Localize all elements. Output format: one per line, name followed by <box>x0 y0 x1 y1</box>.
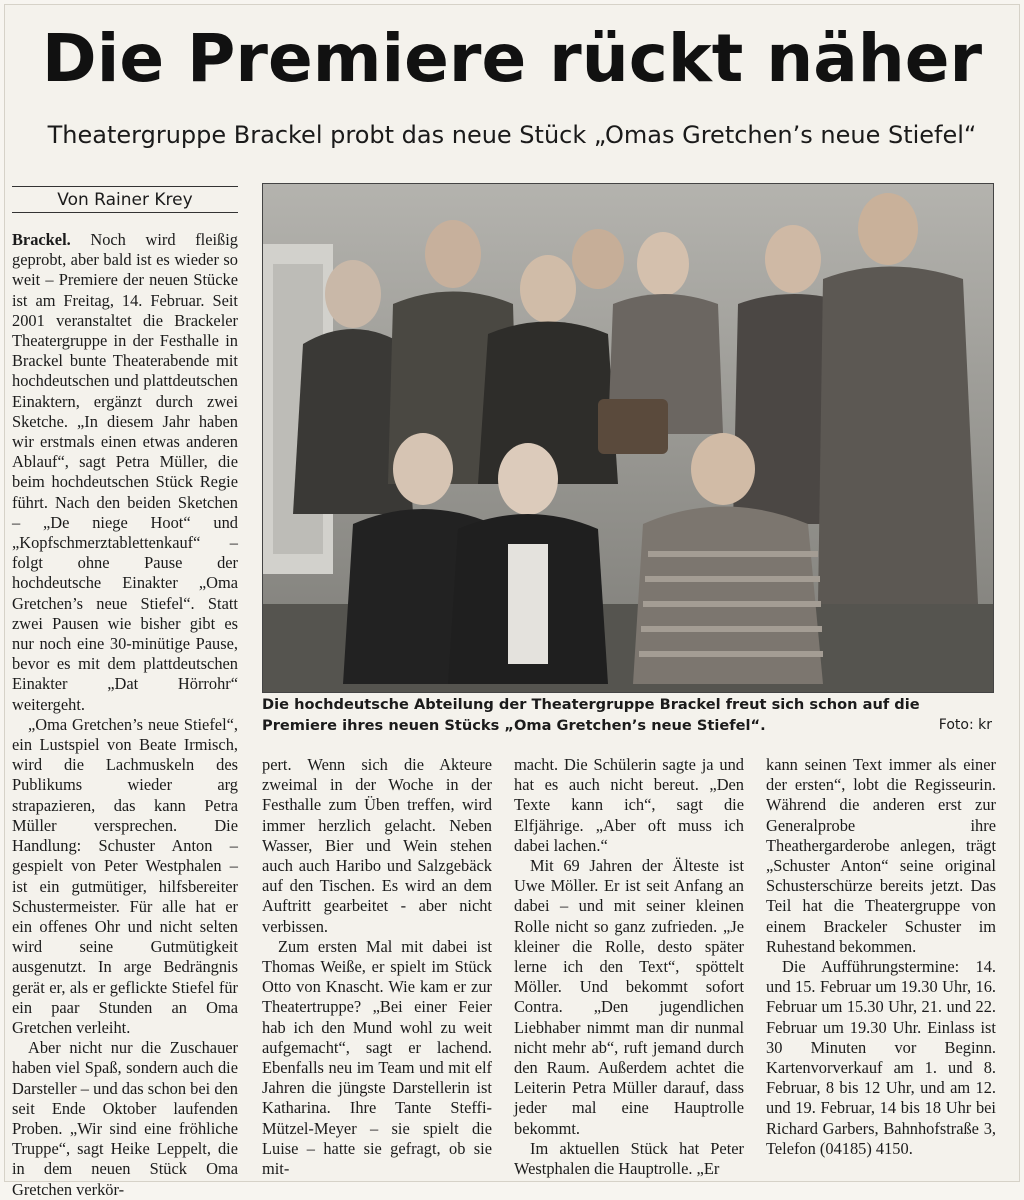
photo-credit: Foto: kr <box>938 717 992 733</box>
group-photo-image <box>263 184 993 692</box>
article-column-1 <box>12 230 238 1200</box>
paragraph: Zum ersten Mal mit dabei ist Thomas Weiße, er spielt im Stück Otto von Knascht. Wie kam er zur Theatertruppe? „Bei einer Feier hab ich den Mund wohl zu weit aufgemacht“, sagt er lachend. Ebenfalls neu im Team und mit elf Jahren die jüngste Darstellerin ist Katharina. Ihre Tante Steffi-Mützel-Meyer – sie spielt die Luise – hatte sie gefragt, ob sie mit- <box>262 936 492 1179</box>
paragraph: Aber nicht nur die Zuschauer haben viel Spaß, sondern auch die Darsteller – und das schon bei den seit Ende Oktober laufenden Proben. „Wir sind eine fröhliche Truppe“, sagt Heike Leppelt, die in dem neuen Stück Oma Gretchen verkör- <box>12 1038 238 1199</box>
article-column-2 <box>262 755 492 1179</box>
dateline: Brackel. <box>12 230 71 249</box>
paragraph: Die Aufführungstermine: 14. und 15. Februar um 19.30 Uhr, 16. Februar um 15.30 Uhr, 21. und 22. Februar um 19.30 Uhr. Einlass ist 30 Minuten vor Beginn. Kartenvorverkauf am 1. und 8. Februar, 8 bis 12 Uhr, und am 12. und 19. Februar, 14 bis 18 Uhr bei Richard Garbers, Bahnhofstraße 3, Telefon (04185) 4150. <box>766 957 996 1158</box>
group-photo <box>262 183 994 693</box>
photo-caption: Die hochdeutsche Abteilung der Theatergruppe Brackel freut sich schon auf die Premiere ihres neuen Stücks „Oma Gretchen’s neue Stiefel“. <box>262 696 920 734</box>
paragraph: macht. Die Schülerin sagte ja und hat es auch nicht bereut. „Den Texte kann ich“, sagt die Elfjährige. „Aber oft muss ich dabei lachen.“ <box>514 755 744 855</box>
paragraph: Noch wird fleißig geprobt, aber bald ist es wieder so weit – Premiere der neuen Stücke ist am Freitag, 14. Februar. Seit 2001 veranstaltet die Brackeler Theatergruppe in der Festhalle in Brackel bunte Theaterabende mit hochdeutschen und plattdeutschen Einaktern, ergänzt durch zwei Sketche. „In diesem Jahr haben wir erstmals einen etwas anderen Ablauf“, sagt Petra Müller, die beim hochdeutschen Stück Regie führt. Nach den beiden Sketchen – „De niege Hoot“ und „Kopfschmerztablettenkauf“ – folgt ohne Pause der hochdeutsche Einakter „Oma Gretchen’s neue Stiefel“. Statt zwei Pausen wie bisher gibt es nur noch eine 30-minütige Pause, bevor es mit dem plattdeutschen Einakter „Dat Hörrohr“ weitergeht. <box>12 230 238 714</box>
subheadline: Theatergruppe Brackel probt das neue Stück „Omas Gretchen’s neue Stiefel“ <box>47 121 977 149</box>
paragraph: Im aktuellen Stück hat Peter Westphalen die Hauptrolle. „Er <box>514 1138 744 1179</box>
paragraph: kann seinen Text immer als einer der ersten“, lobt die Regisseurin. Während die anderen erst zur Generalprobe ihre Theathergarderobe anlegen, trägt „Schuster Anton“ seine original Schusterschürze bereits jetzt. Das Teil hat die Theatergruppe von einem Brackeler Schuster im Ruhestand bekommen. <box>766 755 996 956</box>
byline-top-rule <box>12 186 238 187</box>
byline-bottom-rule <box>12 212 238 213</box>
headline: Die Premiere rückt näher <box>41 20 983 97</box>
article-column-4 <box>766 755 996 1159</box>
article-column-3 <box>514 755 744 1179</box>
paragraph: „Oma Gretchen’s neue Stiefel“, ein Lustspiel von Beate Irmisch, wird die Lachmuskeln des Publikums wieder arg strapazieren, das kann Petra Müller versprechen. Die Handlung: Schuster Anton – gespielt von Peter Westphalen – ist ein gutmütiger, hilfsbereiter Schustermeister. Für alle hat er ein offenes Ohr und nicht selten wird seine Gutmütigkeit ausgenutzt. In arge Bedrängnis gerät er, als er geflickte Stiefel für ein paar Stunden an Oma Gretchen verleiht. <box>12 714 238 1037</box>
paragraph: Mit 69 Jahren der Älteste ist Uwe Möller. Er ist seit Anfang an dabei – und mit seiner kleinen Rolle nicht so ganz zufrieden. „Je kleiner die Rolle, desto später lerne ich den Text“, spöttelt Möller. Und bekommt sofort Contra. „Den jugendlichen Liebhaber nimmt man dir nunmal nicht mehr ab“, ruft jemand durch den Raum. Außerdem achtet die Leiterin Petra Müller darauf, dass jeder mal eine Hauptrolle bekommt. <box>514 856 744 1138</box>
byline: Von Rainer Krey <box>57 190 193 210</box>
paragraph: pert. Wenn sich die Akteure zweimal in der Woche in der Festhalle zum Üben treffen, wird immer herzlich gelacht. Neben Wasser, Bier und Wein stehen auch auch Haribo und Salzgebäck auf den Tischen. Es wird an dem Auftritt gearbeitet - aber nicht verbissen. <box>262 755 492 936</box>
